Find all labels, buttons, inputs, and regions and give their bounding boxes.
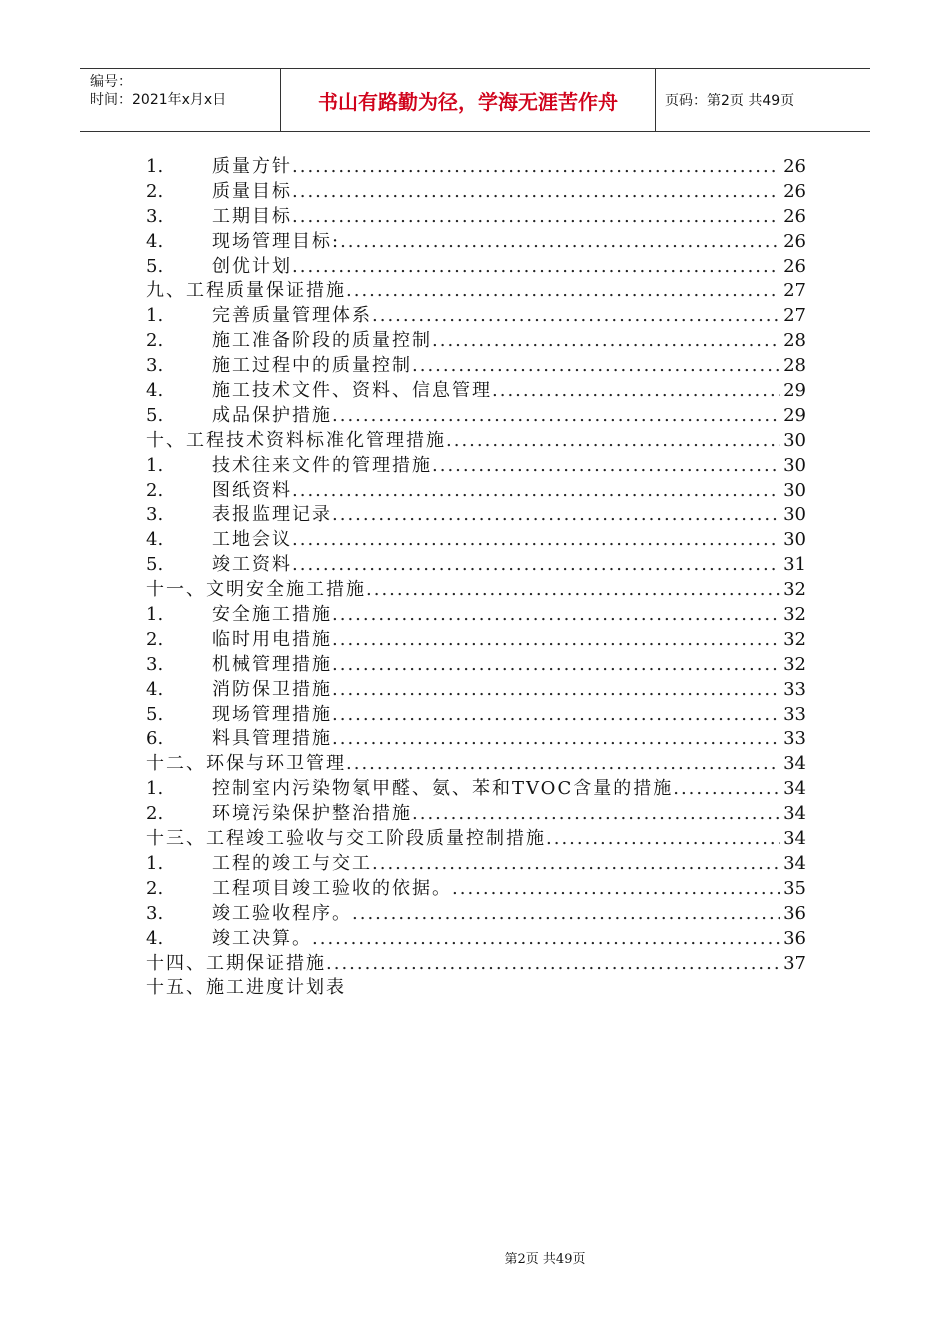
toc-leader-dots [340, 230, 780, 255]
page-footer [0, 1248, 950, 1267]
toc-page-number: 32 [783, 579, 806, 601]
toc-entry[interactable] [146, 528, 806, 553]
toc-entry-number: 2. [146, 803, 164, 825]
toc-entry[interactable] [146, 429, 806, 454]
toc-page-number: 34 [783, 852, 806, 874]
toc-leader-dots [332, 703, 780, 728]
toc-page-number: 27 [783, 305, 806, 327]
toc-page-number: 33 [783, 703, 806, 725]
toc-entry[interactable] [146, 653, 806, 678]
toc-section-title: 十四、工期保证措施 [146, 952, 326, 974]
toc-entry-title: 施工准备阶段的质量控制 [212, 330, 432, 352]
toc-section-title: 十、工程技术资料标准化管理措施 [146, 429, 446, 451]
toc-entry-title: 控制室内污染物氡甲醛、氨、苯和TVOC含量的措施 [212, 778, 674, 800]
toc-leader-dots [432, 329, 780, 354]
toc-entry[interactable] [146, 230, 806, 255]
toc-entry-number: 2. [146, 479, 164, 501]
toc-entry-number: 5. [146, 703, 164, 725]
toc-entry[interactable] [146, 877, 806, 902]
toc-page-number: 30 [783, 529, 806, 551]
toc-entry-number: 5. [146, 404, 164, 426]
toc-entry-title: 消防保卫措施 [212, 678, 332, 700]
toc-entry[interactable] [146, 404, 806, 429]
toc-entry-title: 完善质量管理体系 [212, 305, 372, 327]
toc-page-number: 34 [783, 803, 806, 825]
toc-entry[interactable] [146, 628, 806, 653]
toc-entry[interactable] [146, 205, 806, 230]
toc-page-number: 34 [783, 778, 806, 800]
toc-page-number: 33 [783, 678, 806, 700]
header-meta [80, 69, 280, 131]
document-number-label: 编号： [90, 74, 132, 90]
toc-entry-title: 成品保护措施 [212, 404, 332, 426]
toc-page-number: 36 [783, 927, 806, 949]
toc-page-number: 29 [783, 380, 806, 402]
toc-page-number: 26 [783, 230, 806, 252]
toc-entry-number: 1. [146, 305, 164, 327]
toc-entry-title: 工地会议 [212, 529, 292, 551]
toc-entry-title: 竣工验收程序。 [212, 902, 352, 924]
table-of-contents [146, 155, 806, 1001]
toc-entry[interactable] [146, 777, 806, 802]
toc-entry-number: 1. [146, 454, 164, 476]
toc-entry-number: 3. [146, 902, 164, 924]
toc-page-number: 29 [783, 404, 806, 426]
toc-entry[interactable] [146, 329, 806, 354]
toc-entry[interactable] [146, 902, 806, 927]
toc-page-number: 32 [783, 653, 806, 675]
toc-entry-title: 环境污染保护整治措施 [212, 803, 412, 825]
toc-page-number: 30 [783, 479, 806, 501]
toc-leader-dots [292, 205, 780, 230]
toc-entry-number: 4. [146, 678, 164, 700]
page-header [80, 68, 870, 132]
toc-entry[interactable] [146, 852, 806, 877]
toc-page-number: 30 [783, 429, 806, 451]
toc-entry[interactable] [146, 727, 806, 752]
toc-entry-title: 质量方针 [212, 156, 292, 177]
toc-entry-title: 现场管理措施 [212, 703, 332, 725]
toc-entry[interactable] [146, 180, 806, 205]
toc-leader-dots [446, 429, 780, 454]
toc-entry[interactable] [146, 976, 806, 1001]
toc-entry[interactable] [146, 304, 806, 329]
toc-entry-number: 5. [146, 255, 164, 277]
toc-leader-dots [332, 727, 780, 752]
toc-page-number: 34 [783, 828, 806, 850]
toc-leader-dots [292, 479, 780, 504]
toc-entry[interactable] [146, 553, 806, 578]
toc-entry-title: 临时用电措施 [212, 628, 332, 650]
toc-entry-title: 技术往来文件的管理措施 [212, 454, 432, 476]
toc-leader-dots [673, 777, 780, 802]
toc-entry[interactable] [146, 703, 806, 728]
toc-entry[interactable] [146, 454, 806, 479]
toc-entry-number: 2. [146, 628, 164, 650]
toc-leader-dots [412, 802, 780, 827]
toc-entry[interactable] [146, 603, 806, 628]
toc-leader-dots [332, 404, 780, 429]
toc-page-number: 28 [783, 330, 806, 352]
toc-page-number: 27 [783, 280, 806, 302]
toc-leader-dots [292, 528, 780, 553]
toc-entry-number: 4. [146, 230, 164, 252]
toc-entry[interactable] [146, 354, 806, 379]
toc-entry-number: 1. [146, 156, 164, 177]
toc-entry-number: 1. [146, 852, 164, 874]
toc-page-number: 30 [783, 454, 806, 476]
toc-leader-dots [332, 603, 780, 628]
toc-entry[interactable] [146, 255, 806, 280]
toc-page-number: 26 [783, 255, 806, 277]
toc-entry-title: 图纸资料 [212, 479, 292, 501]
toc-entry-number: 3. [146, 653, 164, 675]
toc-entry[interactable] [146, 752, 806, 777]
toc-entry-title: 机械管理措施 [212, 653, 332, 675]
toc-leader-dots [432, 454, 780, 479]
toc-entry[interactable] [146, 379, 806, 404]
toc-section-title: 十二、环保与环卫管理 [146, 753, 346, 775]
toc-leader-dots [366, 578, 780, 603]
toc-entry-number: 4. [146, 927, 164, 949]
toc-entry-title: 安全施工措施 [212, 604, 332, 626]
toc-page-number: 31 [783, 554, 806, 576]
toc-leader-dots [332, 678, 780, 703]
toc-page-number: 28 [783, 355, 806, 377]
toc-page-number: 34 [783, 753, 806, 775]
header-motto: 书山有路勤为径，学海无涯苦作舟 [318, 89, 618, 114]
toc-section-title: 十一、文明安全施工措施 [146, 579, 366, 601]
toc-leader-dots [292, 255, 780, 280]
toc-leader-dots [312, 927, 780, 952]
toc-section-title: 九、工程质量保证措施 [146, 280, 346, 302]
toc-leader-dots [332, 503, 780, 528]
toc-page-number: 33 [783, 728, 806, 750]
toc-entry[interactable] [146, 952, 806, 977]
toc-leader-dots [292, 155, 780, 180]
toc-leader-dots [372, 852, 780, 877]
toc-entry-title: 工程项目竣工验收的依据。 [212, 877, 452, 899]
toc-page-number: 26 [783, 156, 806, 177]
toc-leader-dots [452, 877, 780, 902]
toc-entry[interactable] [146, 279, 806, 304]
toc-page-number: 36 [783, 902, 806, 924]
toc-leader-dots [412, 354, 780, 379]
toc-entry-number: 3. [146, 504, 164, 526]
toc-entry[interactable] [146, 578, 806, 603]
toc-entry-number: 1. [146, 778, 164, 800]
document-time-label: 时间：2021年x月x日 [90, 92, 227, 108]
toc-entry[interactable] [146, 479, 806, 504]
toc-entry-number: 1. [146, 604, 164, 626]
header-motto-cell [280, 69, 656, 131]
toc-page-number: 30 [783, 504, 806, 526]
toc-section-title: 十五、施工进度计划表 [146, 977, 346, 999]
toc-entry-number: 3. [146, 205, 164, 227]
toc-page-number: 26 [783, 205, 806, 227]
toc-entry-title: 施工过程中的质量控制 [212, 355, 412, 377]
toc-entry-title: 表报监理记录 [212, 504, 332, 526]
toc-leader-dots [332, 653, 780, 678]
toc-leader-dots [326, 952, 780, 977]
toc-entry-title: 施工技术文件、资料、信息管理 [212, 380, 492, 402]
toc-page-number: 32 [783, 628, 806, 650]
toc-entry-title: 现场管理目标: [212, 230, 341, 252]
toc-leader-dots [492, 379, 780, 404]
toc-entry-title: 质量目标 [212, 180, 292, 202]
toc-entry[interactable] [146, 155, 806, 180]
toc-entry-number: 4. [146, 380, 164, 402]
toc-page-number: 26 [783, 180, 806, 202]
toc-entry-title: 工期目标 [212, 205, 292, 227]
toc-entry-number: 3. [146, 355, 164, 377]
toc-leader-dots [372, 304, 780, 329]
toc-leader-dots [292, 553, 780, 578]
toc-entry[interactable] [146, 678, 806, 703]
toc-page-number: 35 [783, 877, 806, 899]
toc-entry-title: 料具管理措施 [212, 728, 332, 750]
toc-leader-dots [346, 279, 780, 304]
toc-entry-title: 创优计划 [212, 255, 292, 277]
toc-entry[interactable] [146, 827, 806, 852]
footer-page-info: 第2页 共49页 [504, 1252, 586, 1267]
toc-leader-dots [352, 902, 780, 927]
toc-page-number: 32 [783, 604, 806, 626]
toc-page-number: 37 [783, 952, 806, 974]
header-page-info: 页码：第2页 共49页 [665, 93, 795, 109]
toc-entry[interactable] [146, 927, 806, 952]
toc-leader-dots [332, 628, 780, 653]
toc-entry-number: 2. [146, 877, 164, 899]
toc-entry-number: 2. [146, 330, 164, 352]
toc-leader-dots [546, 827, 780, 852]
toc-entry-title: 竣工资料 [212, 554, 292, 576]
toc-entry-title: 工程的竣工与交工 [212, 852, 372, 874]
toc-leader-dots [292, 180, 780, 205]
toc-entry[interactable] [146, 503, 806, 528]
toc-entry-title: 竣工决算。 [212, 927, 312, 949]
toc-section-title: 十三、工程竣工验收与交工阶段质量控制措施 [146, 828, 546, 850]
toc-entry-number: 5. [146, 554, 164, 576]
toc-entry-number: 6. [146, 728, 164, 750]
toc-leader-dots [346, 752, 780, 777]
toc-entry[interactable] [146, 802, 806, 827]
toc-entry-number: 2. [146, 180, 164, 202]
toc-entry-number: 4. [146, 529, 164, 551]
